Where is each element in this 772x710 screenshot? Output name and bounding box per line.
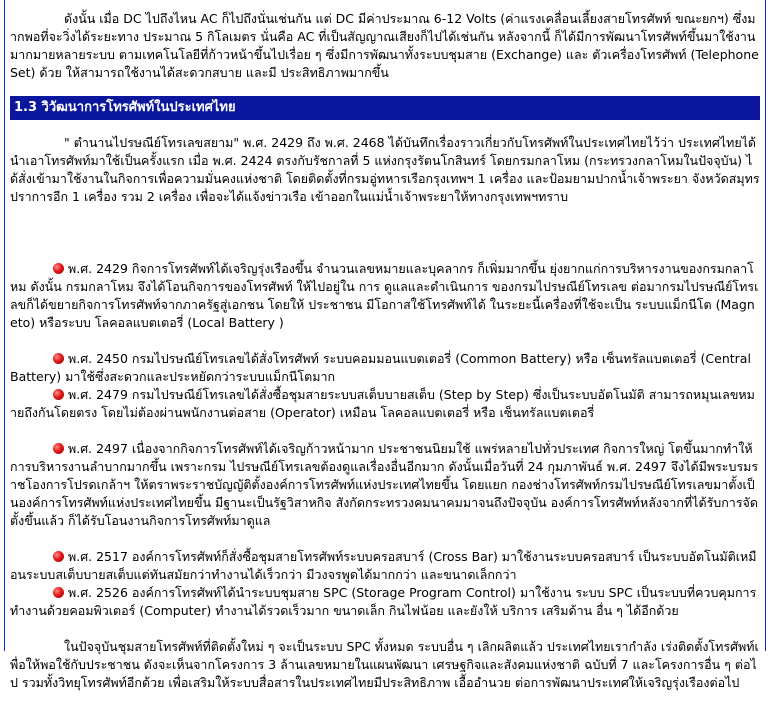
event-paragraph-2429 — [10, 260, 760, 350]
event-paragraph-2450 — [10, 350, 760, 386]
event-text: พ.ศ. 2526 องค์การโทรศัพท์ได้นำระบบชุมสาย SPC (Storage Program Control) มาใช้งาน ระบบ SPC เป็นระบบที่ควบคุมการทำงานด้วยคอมพิวเตอร์ (Computer) ทำงานได้รวดเร็วมาก ขนาดเล็ก กินไฟน้อย และยังให้ บริการ เสริมด้าน อื่น ๆ ได้อีกด้วย — [10, 585, 757, 618]
event-text: พ.ศ. 2450 กรมไปรษณีย์โทรเลขได้สั่งโทรศัพท์ ระบบคอมมอนแบตเตอรี่ (Common Battery) หรือ เซ็นทรัลแบตเตอรี่ (Central Battery) มาใช้ซึ่งสะดวกและประหยัดกว่าระบบแม็กนีโตมาก — [10, 351, 751, 384]
event-text: พ.ศ. 2429 กิจการโทรศัพท์ได้เจริญรุ่งเรืองขึ้น จำนวนเลขหมายและบุคลากร ก็เพิ่มมากขึ้น ยุ่งยากแก่การบริหารงานของกรมกลาโหม ดังนั้น กรมกลาโหม จึงได้โอนกิจการของโทรศัพท์ ให้ไปอยู่ใน การ ดูแลและดำเนินการ ของกรมไปรษณีย์โทรเลข ต่อมากรมไปรษณีย์โทรเลขก็ได้ขยายกิจการโทรศัพท์จากภาครัฐสู่เอกชน โดยให้ ประชาชน มีโอกาสใช้โทรศัพท์ได้ ในระยะนี้เครื่องที่ใช้จะเป็น ระบบแม็กนีโต (Magneto) หรือระบบ โลคอลแบตเตอรี่ (Local Battery ) — [10, 261, 759, 330]
event-paragraph-2497 — [10, 440, 760, 548]
red-ball-bullet-icon — [53, 263, 64, 274]
event-text: พ.ศ. 2517 องค์การโทรศัพท์ก็สั่งซื้อชุมสายโทรศัพท์ระบบครอสบาร์ (Cross Bar) มาใช้งานระบบครอสบาร์ เป็นระบบอัตโนมัติเหมือนระบบสเต็บบายสเต็บแต่ทันสมัยกว่าทำงานได้เร็วกว่า มีวงจรพูดได้มากกว่า และขนาดเล็กกว่า — [10, 549, 757, 582]
event-text: พ.ศ. 2497 เนื่องจากกิจการโทรศัพท์ได้เจริญก้าวหน้ามาก ประชาชนนิยมใช้ แพร่หลายไปทั่วประเทศ กิจการใหญ่ โตขึ้นมากทำให้การบริหารงานลำบากมากขึ้น เพราะกรม ไปรษณีย์โทรเลขต้องดูแลเรื่องอื่นอีกมาก ดังนั้นเมื่อวันที่ 24 กุมภาพันธ์ พ.ศ. 2497 จึงได้มีพระบรมราชโองการโปรดเกล้าฯ ให้ตราพระราชบัญญัติตั้งองค์การโทรศัพท์แห่งประเทศไทยขึ้น โดยแยก กองช่างโทรศัพท์กรมไปรษณีย์โทรเลขมาตั้งเป็นองค์การโทรศัพท์แห่งประเทศไทยขึ้น มีฐานะเป็นรัฐวิสาหกิจ สังกัดกระทรวงคมนาคมมาจนถึงปัจจุบัน องค์การโทรศัพท์หลังจากที่ได้รับการจัดตั้งขึ้นแล้ว ก็ได้รับโอนงานกิจการโทรศัพท์มาดูแล — [10, 441, 759, 528]
intro-paragraph: ดังนั้น เมื่อ DC ไปถึงไหน AC ก็ไปถึงนั่นเช่นกัน แต่ DC มีค่าประมาณ 6-12 Volts (ค่าแรงเคลื่อนเลี้ยงสายโทรศัพท์ ขณะยกฯ) ซึ่งมากพอที่จะวิ่งได้ระยะทาง ประมาณ 5 กิโลเมตร นั่นคือ AC ที่เป็นสัญญาณเสียงก็ไปได้เช่นกัน หลังจากนี้ ก็ได้มีการพัฒนาโทรศัพท์ขึ้นมาใช้งานมากมายหลายระบบ ตามเทคโนโลยีที่ก้าวหน้าขึ้นไปเรื่อย ๆ ซึ่งมีการพัฒนาทั้งระบบชุมสาย (Exchange) และ ตัวเครื่องโทรศัพท์ (Telephone Set) ด้วย ให้สามารถใช้งานได้สะดวกสบาย และมี ประสิทธิภาพมากขึ้น — [10, 11, 759, 80]
red-ball-bullet-icon — [53, 443, 64, 454]
closing-paragraph: ในปัจจุบันชุมสายโทรศัพท์ที่ติดตั้งใหม่ ๆ จะเป็นระบบ SPC ทั้งหมด ระบบอื่น ๆ เลิกผลิตแล้ว ประเทศไทยเรากำลัง เร่งติดตั้งโทรศัพท์เพื่อให้พอใช้กับประชาชน ดังจะเห็นจากโครงการ 3 ล้านเลขหมายในแผนพัฒนา เศรษฐกิจและสังคมแห่งชาติ ฉบับที่ 7 และโครงการอื่น ๆ ต่อไป รวมทั้งวิทยุโทรศัพท์อีกด้วย เพื่อเสริมให้ระบบสื่อสารในประเทศไทยมีประสิทธิภาพ เอื้ออำนวย ต่อการพัฒนาประเทศให้เจริญรุ่งเรืองต่อไป — [10, 639, 759, 690]
history-intro-paragraph: " ตำนานไปรษณีย์โทรเลขสยาม" พ.ศ. 2429 ถึง พ.ศ. 2468 ได้บันทึกเรื่องราวเกี่ยวกับโทรศัพท์ในประเทศไทยไว้ว่า ประเทศไทยได้นำเอาโทรศัพท์มาใช้เป็นครั้งแรก เมื่อ พ.ศ. 2424 ตรงกับรัชกาลที่ 5 แห่งกรุงรัตนโกสินทร์ โดยกรมกลาโหม (กระทรวงกลาโหมในปัจจุบัน) ได้สั่งเข้ามาใช้งานในกิจการเพื่อความมั่นคงแห่งชาติ โดยติดตั้งที่กรมอู่ทหารเรือกรุงเทพฯ 1 เครื่อง และป้อมยามปากน้ำเจ้าพระยา จังหวัดสมุทรปราการอีก 1 เครื่อง รวม 2 เครื่อง เพื่อจะได้แจ้งข่าวเรือ เข้าออกในแม่น้ำเจ้าพระยาให้ทางกรุงเทพฯทราบ — [10, 135, 760, 204]
red-ball-bullet-icon — [53, 551, 64, 562]
red-ball-bullet-icon — [53, 587, 64, 598]
event-paragraph-2479 — [10, 386, 760, 440]
red-ball-bullet-icon — [53, 389, 64, 400]
event-text: พ.ศ. 2479 กรมไปรษณีย์โทรเลขได้สั่งซื้อชุมสายระบบสเต็บบายสเต็บ (Step by Step) ซึ่งเป็นระบบอัตโนมัติ สามารถหมุนเลขหมายถึงกันโดยตรง โดยไม่ต้องผ่านพนักงานต่อสาย (Operator) เหมือน โลคอลแบตเตอรี่ หรือ เซ็นทรัลแบตเตอรี่ — [10, 387, 755, 420]
document-content — [5, 10, 765, 710]
red-ball-bullet-icon — [53, 353, 64, 364]
document-page — [4, 0, 766, 690]
event-paragraph-2526 — [10, 584, 760, 638]
event-paragraph-2517 — [10, 548, 760, 584]
section-title: 1.3 วิวัฒนาการโทรศัพท์ในประเทศไทย — [10, 96, 760, 120]
